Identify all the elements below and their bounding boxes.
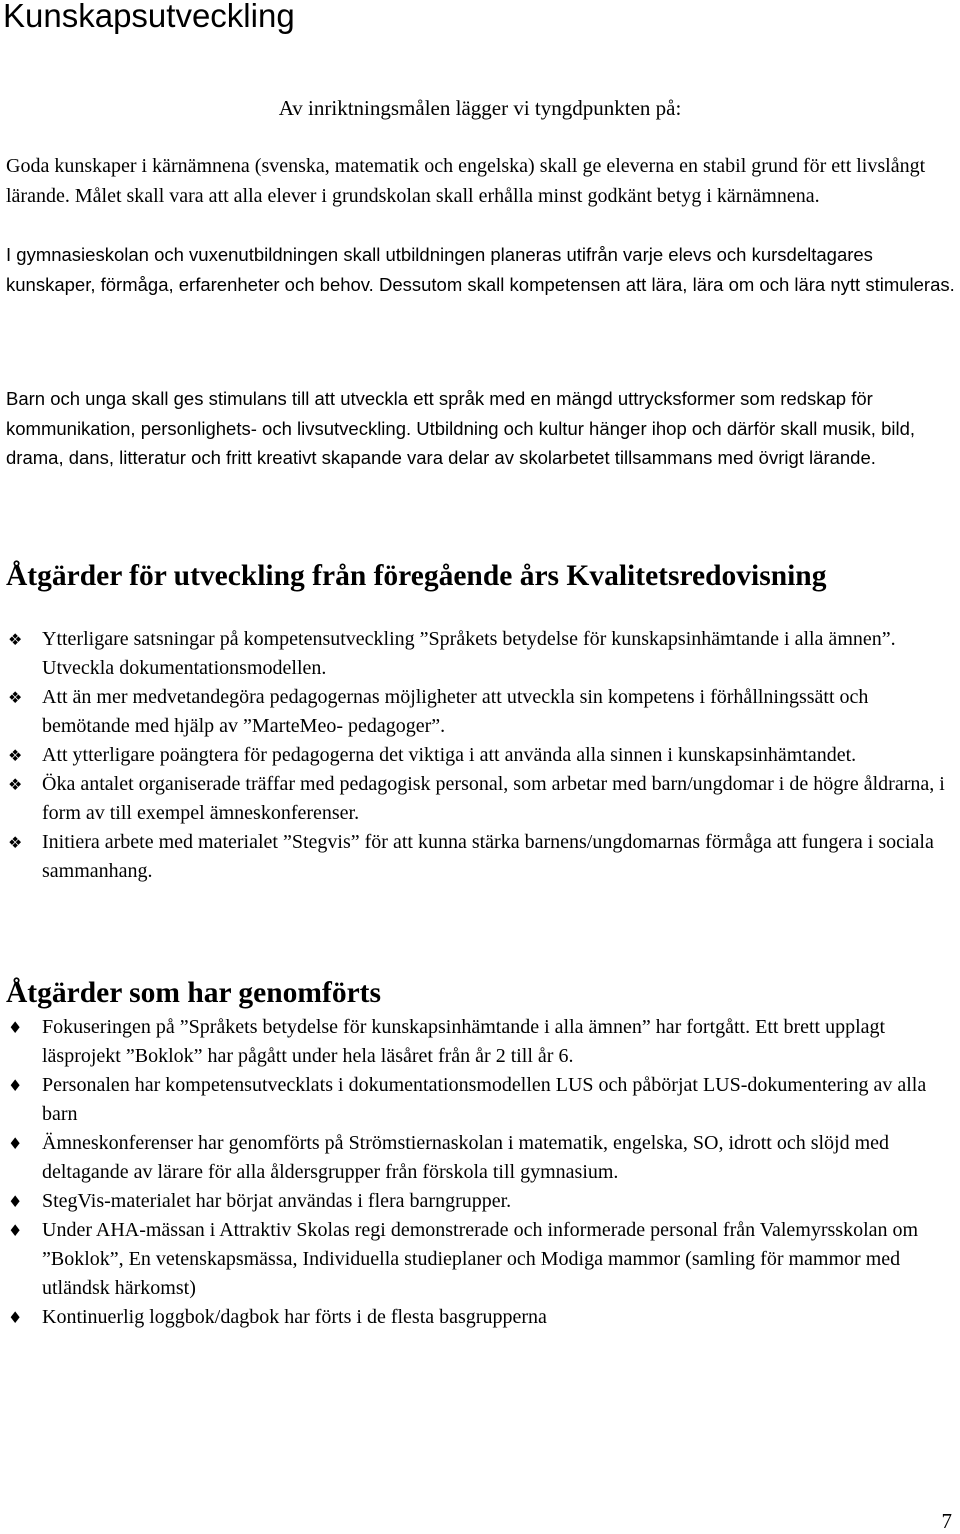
done-list — [6, 1013, 951, 1332]
diamond-bullet-icon: ♦ — [8, 1221, 23, 1240]
diamond-cross-bullet-icon: ❖ — [8, 746, 23, 765]
list-item: ♦ Under AHA-mässan i Attraktiv Skolas regi demonstrerade och informerade personal från Valemyrsskolan om ”Boklok”, En vetenskapsmässa, Individuella studieplaner och Modiga mammor (samling för mammor med utländsk härkomst) — [6, 1216, 951, 1303]
list-item: ♦ Fokuseringen på ”Språkets betydelse för kunskapsinhämtande i alla ämnen” har fortgått. Ett brett upplagt läsprojekt ”Boklok” har pågått under hela läsåret från år 2 till år 6. — [6, 1013, 951, 1071]
diamond-cross-bullet-icon: ❖ — [8, 688, 23, 707]
paragraph-core-subjects: Goda kunskaper i kärnämnena (svenska, matematik och engelska) skall ge eleverna en stabil grund för ett livslångt lärande. Målet skall vara att alla elever i grundskolan skall erhålla minst godkänt betyg i kärnämnena. — [6, 155, 926, 207]
list-item: ❖ Att än mer medvetandegöra pedagogernas möjligheter att utveckla sin kompetens i förhållningssätt och bemötande med hjälp av ”MarteMeo- pedagoger”. — [6, 683, 951, 741]
diamond-cross-bullet-icon: ❖ — [8, 630, 23, 649]
list-item: ❖ Att ytterligare poängtera för pedagogerna det viktiga i att använda alla sinnen i kunskapsinhämtandet. — [6, 741, 951, 770]
list-item: ❖ Öka antalet organiserade träffar med pedagogisk personal, som arbetar med barn/ungdomar i de högre åldrarna, i form av till exempel ämneskonferenser. — [6, 770, 951, 828]
list-item: ♦ Kontinuerlig loggbok/dagbok har förts i de flesta basgrupperna — [6, 1303, 951, 1332]
paragraph-language-culture: Barn och unga skall ges stimulans till att utveckla ett språk med en mängd uttrycksformer som redskap för kommunikation, personlighets- och livsutveckling. Utbildning och kultur hänger ihop och därför skall musik, bild, drama, dans, litteratur och fritt kreativt skapande vara delar av skolarbetet tillsammans med övrigt lärande. — [6, 388, 916, 468]
diamond-cross-bullet-icon: ❖ — [8, 833, 23, 852]
list-item: ♦ Personalen har kompetensutvecklats i dokumentationsmodellen LUS och påbörjat LUS-dokumentering av alla barn — [6, 1071, 951, 1129]
page-number: 7 — [941, 1509, 952, 1533]
page-title: Kunskapsutveckling — [3, 0, 295, 34]
diamond-bullet-icon: ♦ — [8, 1076, 23, 1095]
paragraph-upper-secondary: I gymnasieskolan och vuxenutbildningen skall utbildningen planeras utifrån varje elevs och kursdeltagares kunskaper, förmåga, erfarenheter och behov. Dessutom skall kompetensen att lära, lära om och lära nytt stimuleras. — [6, 244, 955, 295]
actions-list — [6, 625, 951, 886]
diamond-bullet-icon: ♦ — [8, 1192, 23, 1211]
section-heading-done: Åtgärder som har genomförts — [6, 977, 381, 1009]
list-item: ♦ StegVis-materialet har börjat användas i flera barngrupper. — [6, 1187, 951, 1216]
diamond-bullet-icon: ♦ — [8, 1134, 23, 1153]
list-item: ❖ Initiera arbete med materialet ”Stegvis” för att kunna stärka barnens/ungdomarnas förmåga att fungera i sociala sammanhang. — [6, 828, 951, 886]
diamond-bullet-icon: ♦ — [8, 1308, 23, 1327]
list-item: ❖ Ytterligare satsningar på kompetensutveckling ”Språkets betydelse för kunskapsinhämtande i alla ämnen”. Utveckla dokumentationsmodellen. — [6, 625, 951, 683]
diamond-cross-bullet-icon: ❖ — [8, 775, 23, 794]
diamond-bullet-icon: ♦ — [8, 1018, 23, 1037]
subtitle: Av inriktningsmålen lägger vi tyngdpunkten på: — [278, 96, 682, 120]
section-heading-actions: Åtgärder för utveckling från föregående års Kvalitetsredovisning — [6, 560, 827, 592]
list-item: ♦ Ämneskonferenser har genomförts på Strömstiernaskolan i matematik, engelska, SO, idrott och slöjd med deltagande av lärare för alla åldersgrupper från förskola till gymnasium. — [6, 1129, 951, 1187]
